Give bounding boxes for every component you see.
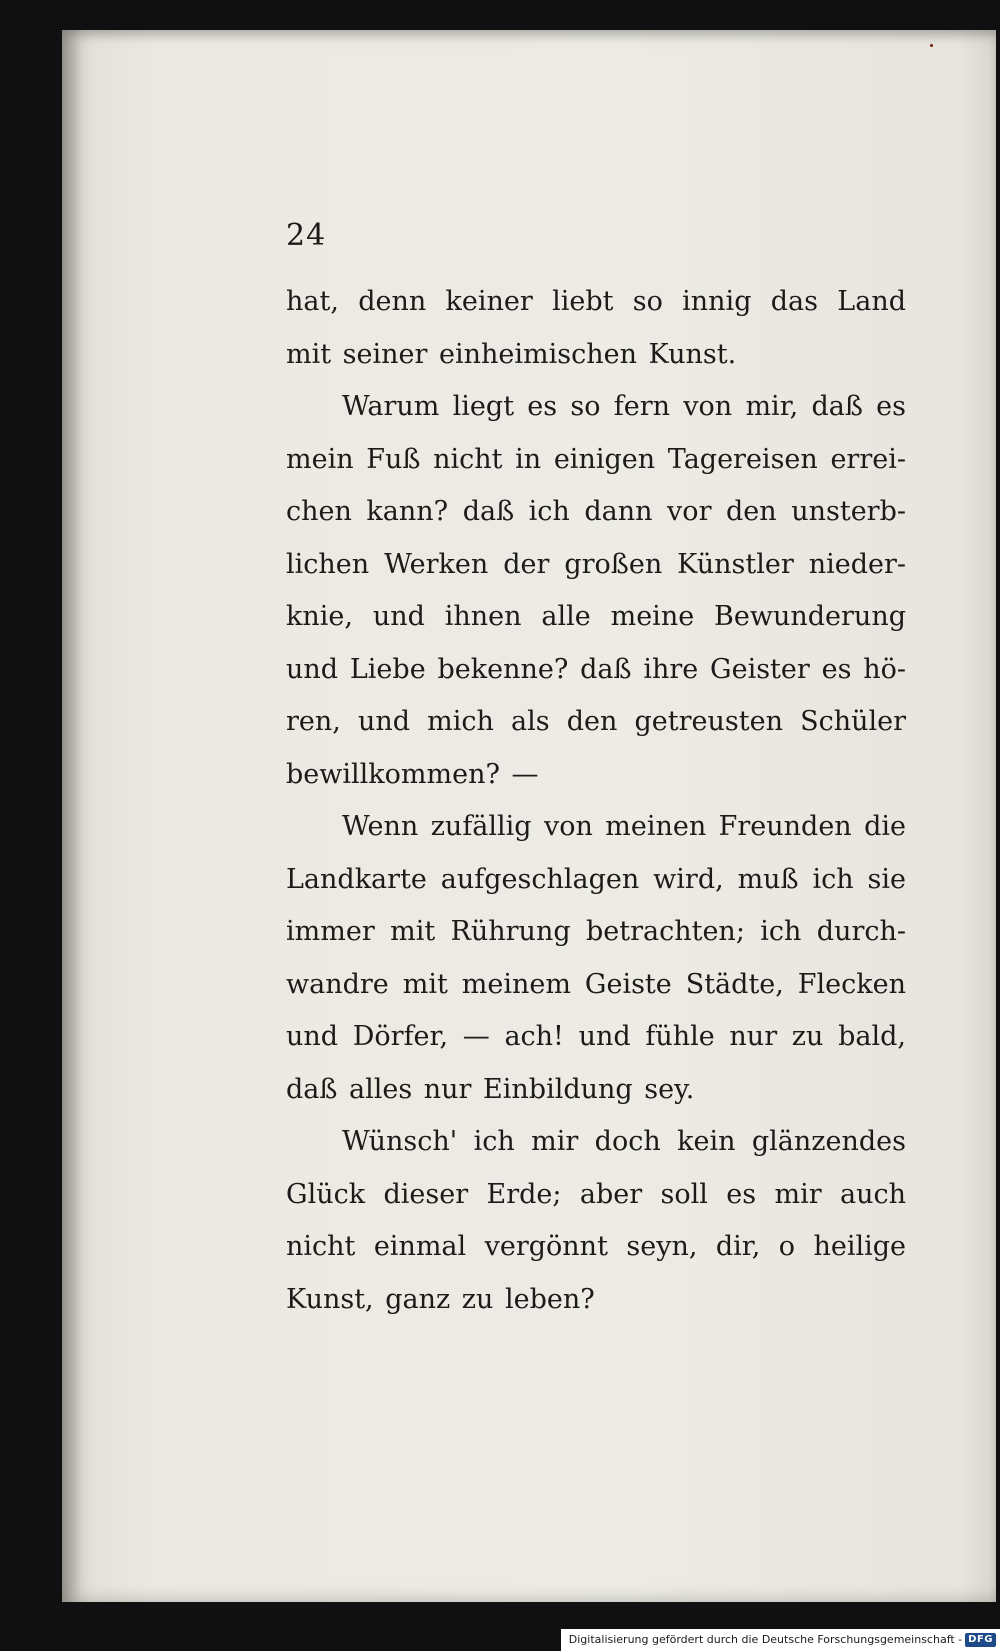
page-text-block — [286, 218, 906, 1326]
paragraph-2: Warum liegt es so fern von mir, daß es mein Fuß nicht in einigen Tagereisen errei-chen kann? daß ich dann vor den unsterb-lichen Werken der großen Künstler nieder-knie, und ihnen alle meine Bewunderung und Liebe bekenne? daß ihre Geister es hö-ren, und mich als den getreusten Schüler bewillkommen? — — [286, 391, 906, 790]
paragraph-1: hat, denn keiner liebt so innig das Land mit seiner einheimischen Kunst. — [286, 286, 906, 370]
page-number: 24 — [286, 218, 327, 253]
paragraph-4: Wünsch' ich mir doch kein glänzendes Glück dieser Erde; aber soll es mir auch nicht einmal vergönnt seyn, dir, o heilige Kunst, ganz zu leben? — [286, 1126, 906, 1315]
paragraph-3: Wenn zufällig von meinen Freunden die Landkarte aufgeschlagen wird, muß ich sie immer mit Rührung betrachten; ich durch-wandre mit meinem Geiste Städte, Flecken und Dörfer, — ach! und fühle nur zu bald, daß alles nur Einbildung sey. — [286, 811, 906, 1105]
dfg-logo-icon: DFG — [965, 1633, 996, 1647]
paper-speck — [930, 44, 933, 47]
credit-text: Digitalisierung gefördert durch die Deutsche Forschungsgemeinschaft - — [568, 1633, 963, 1646]
digitization-credit — [561, 1629, 1000, 1651]
